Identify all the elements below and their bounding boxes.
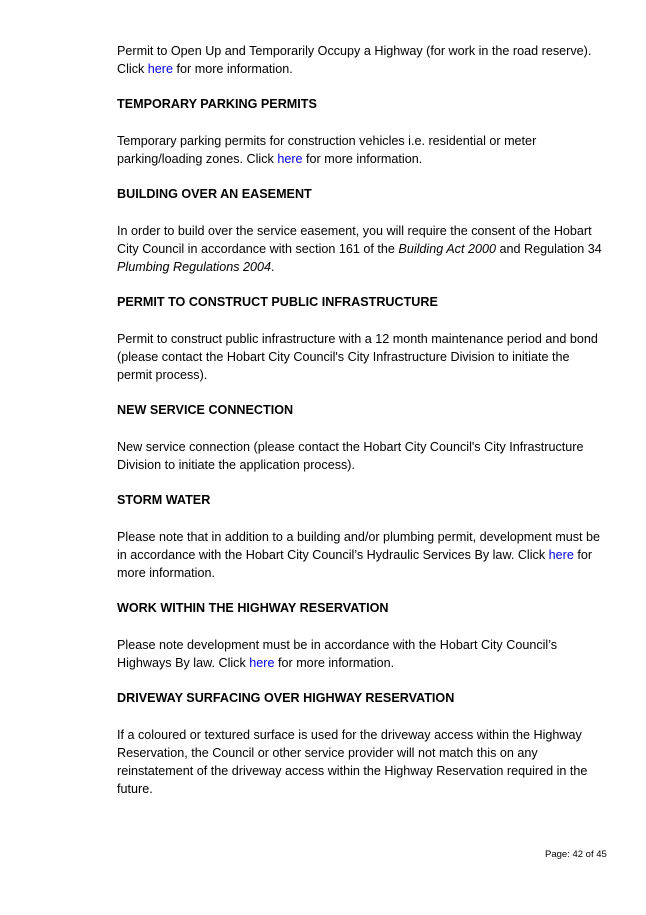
easement-text-1: In order to build over the service easement, you will require the consent of the Hobart City Council in accordance with section 161 of the [117, 224, 592, 256]
easement-plumbing-regulations: Plumbing Regulations 2004 [117, 260, 272, 274]
storm-paragraph [117, 528, 607, 582]
storm-text-after: for more information. [117, 548, 593, 580]
easement-text-3: . [271, 260, 275, 274]
parking-paragraph [117, 132, 607, 168]
easement-paragraph [117, 222, 607, 276]
highway-text-after: for more information. [274, 656, 395, 670]
parking-here-link[interactable]: here [277, 152, 303, 166]
easement-heading: BUILDING OVER AN EASEMENT [117, 187, 312, 201]
intro-text-after: for more information. [173, 62, 293, 76]
infrastructure-heading: PERMIT TO CONSTRUCT PUBLIC INFRASTRUCTURE [117, 295, 438, 309]
easement-text-2: and Regulation 34 [495, 242, 602, 256]
intro-text-before: Permit to Open Up and Temporarily Occupy a Highway (for work in the road reserve). Click [117, 44, 592, 76]
easement-building-act: Building Act 2000 [398, 242, 496, 256]
service-paragraph: New service connection (please contact the Hobart City Council's City Infrastructure Division to initiate the application process). [117, 440, 584, 472]
intro-here-link[interactable]: here [147, 62, 174, 76]
page-number: Page: 42 of 45 [545, 849, 607, 860]
storm-here-link[interactable]: here [548, 548, 574, 562]
parking-text-after: for more information. [302, 152, 423, 166]
parking-text-before: Temporary parking permits for construction vehicles i.e. residential or meter parking/loading zones. Click [117, 134, 537, 166]
parking-heading: TEMPORARY PARKING PERMITS [117, 97, 317, 111]
service-heading: NEW SERVICE CONNECTION [117, 403, 294, 417]
driveway-heading: DRIVEWAY SURFACING OVER HIGHWAY RESERVATION [117, 691, 455, 705]
highway-text-before: Please note development must be in accordance with the Hobart City Council’s Highways By law. Click [117, 638, 558, 670]
document-body [117, 42, 607, 798]
highway-heading: WORK WITHIN THE HIGHWAY RESERVATION [117, 601, 389, 615]
storm-text-before: Please note that in addition to a building and/or plumbing permit, development must be in accordance with the Hobart City Council’s Hydraulic Services By law. Click [117, 530, 601, 562]
intro-paragraph [117, 42, 607, 78]
infrastructure-paragraph: Permit to construct public infrastructure with a 12 month maintenance period and bond (please contact the Hobart City Council's City Infrastructure Division to initiate the permit process). [117, 332, 598, 382]
highway-here-link[interactable]: here [249, 656, 275, 670]
storm-heading: STORM WATER [117, 493, 211, 507]
highway-paragraph [117, 636, 607, 672]
driveway-paragraph: If a coloured or textured surface is used for the driveway access within the Highway Reservation, the Council or other service provider will not match this on any reinstatement of the driveway access within the Highway Reservation required in the future. [117, 728, 588, 796]
